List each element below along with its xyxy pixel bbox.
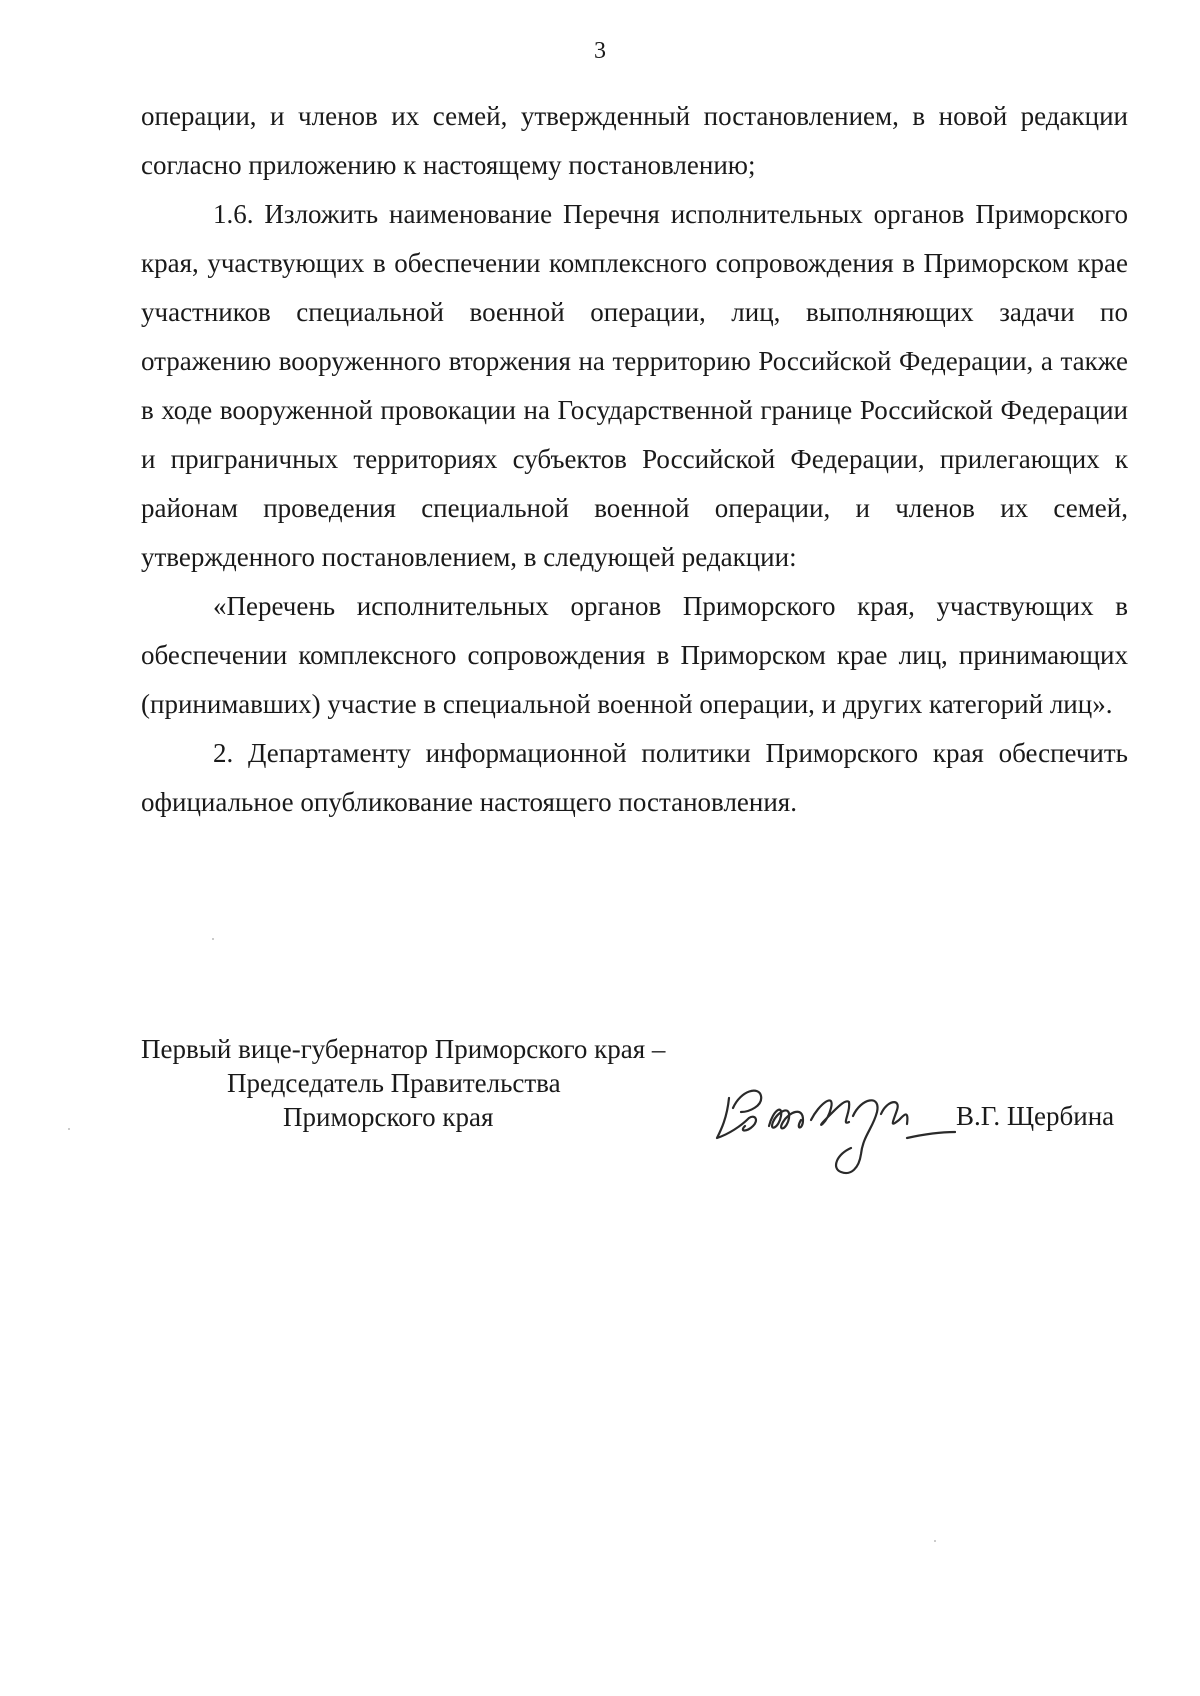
document-body — [141, 92, 1128, 827]
paragraph-continuation: операции, и членов их семей, утвержденный постановлением, в новой редакции согласно приложению к настоящему постановлению; — [141, 101, 1128, 180]
handwritten-signature — [711, 1068, 956, 1188]
page-number: 3 — [594, 38, 606, 64]
signatory-position-line3: Приморского края — [283, 1102, 494, 1132]
scan-speck — [934, 1540, 936, 1542]
signatory-name: В.Г. Щербина — [956, 1101, 1115, 1131]
signatory-position-line1: Первый вице-губернатор Приморского края – — [141, 1034, 666, 1064]
signatory-position-line2: Председатель Правительства — [227, 1068, 561, 1098]
scan-speck — [212, 938, 214, 940]
signature-block — [141, 1032, 1128, 1182]
paragraph-item-2: 2. Департаменту информационной политики Приморского края обеспечить официальное опубликование настоящего постановления. — [141, 738, 1128, 817]
paragraph-item-1-6: 1.6. Изложить наименование Перечня исполнительных органов Приморского края, участвующих в обеспечении комплексного сопровождения в Приморском крае участников специальной военной операции, лиц, выполняющих задачи по отражению вооруженного вторжения на территорию Российской Федерации, а также в ходе вооруженной провокации на Государственной границе Российской Федерации и приграничных территориях субъектов Российской Федерации, прилегающих к районам проведения специальной военной операции, и членов их семей, утвержденного постановлением, в следующей редакции: — [141, 199, 1128, 572]
scan-speck — [68, 1128, 70, 1130]
paragraph-quoted-title: «Перечень исполнительных органов Приморского края, участвующих в обеспечении комплексного сопровождения в Приморском крае лиц, принимающих (принимавших) участие в специальной военной операции, и других категорий лиц». — [141, 591, 1128, 719]
